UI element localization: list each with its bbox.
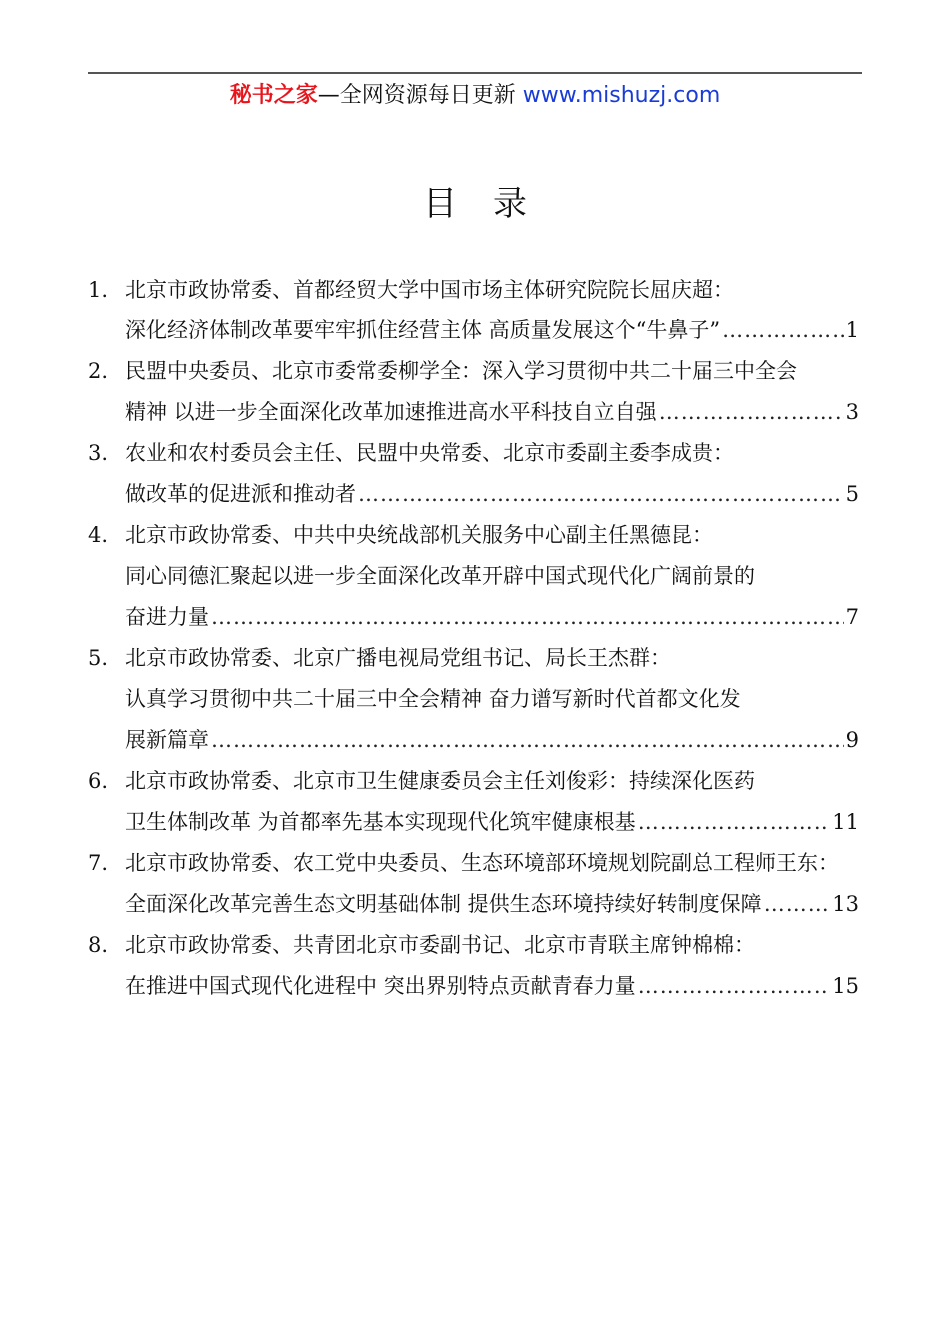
toc-entry-number: 6. <box>88 769 109 793</box>
header-tagline: —全网资源每日更新 <box>317 83 523 108</box>
toc-page-number: 3 <box>845 400 859 424</box>
toc-entry-title: 精神 以进一步全面深化改革加速推进高水平科技自立自强 <box>125 400 657 424</box>
toc-entry-title: 认真学习贯彻中共二十届三中全会精神 奋力谱写新时代首都文化发 <box>125 687 741 711</box>
toc-page-number: 15 <box>832 974 859 998</box>
toc-entry-title: 展新篇章 <box>125 728 209 752</box>
toc-entry-heading: 北京市政协常委、北京市卫生健康委员会主任刘俊彩：持续深化医药 <box>125 769 755 793</box>
toc-page-number: 9 <box>845 728 859 752</box>
toc-entry-number: 2. <box>88 359 109 383</box>
toc-page-number: 5 <box>845 482 859 506</box>
toc-page-number: 7 <box>845 605 859 629</box>
toc-entry-title: 在推进中国式现代化进程中 突出界别特点贡献青春力量 <box>125 974 636 998</box>
toc-entry-number: 3. <box>88 441 109 465</box>
toc-entry-title: 同心同德汇聚起以进一步全面深化改革开辟中国式现代化广阔前景的 <box>125 564 755 588</box>
toc-entry-heading: 农业和农村委员会主任、民盟中央常委、北京市委副主委李成贵： <box>125 441 734 465</box>
toc-entry-number: 4. <box>88 523 109 547</box>
toc-entry-number: 8. <box>88 933 109 957</box>
page-header <box>0 80 950 112</box>
toc-entry-heading: 北京市政协常委、农工党中央委员、生态环境部环境规划院副总工程师王东： <box>125 851 839 875</box>
toc-entry-title: 奋进力量 <box>125 605 209 629</box>
header-rule <box>88 72 862 74</box>
toc-entry-heading: 北京市政协常委、共青团北京市委副书记、北京市青联主席钟棉棉： <box>125 933 755 957</box>
toc-page-number: 1 <box>845 318 859 342</box>
toc-entry-title: 卫生体制改革 为首都率先基本实现现代化筑牢健康根基 <box>125 810 636 834</box>
dot-leader <box>764 884 831 924</box>
toc-page-number: 11 <box>832 810 859 834</box>
toc-entry-title: 做改革的促进派和推动者 <box>125 482 356 506</box>
toc-entry-number: 5. <box>88 646 109 670</box>
toc-entry-heading: 北京市政协常委、中共中央统战部机关服务中心副主任黑德昆： <box>125 523 713 547</box>
toc-entry-title: 深化经济体制改革要牢牢抓住经营主体 高质量发展这个“牛鼻子” <box>125 318 721 342</box>
toc-entry-number: 7. <box>88 851 109 875</box>
dot-leader <box>722 310 843 350</box>
toc-entry-heading: 民盟中央委员、北京市委常委柳学全：深入学习贯彻中共二十届三中全会 <box>125 359 797 383</box>
header-brand: 秘书之家 <box>229 83 318 108</box>
dot-leader <box>211 597 844 637</box>
dot-leader <box>659 392 844 432</box>
toc-entry-heading: 北京市政协常委、首都经贸大学中国市场主体研究院院长屈庆超： <box>125 278 734 302</box>
dot-leader <box>358 474 844 514</box>
toc-page-number: 13 <box>832 892 859 916</box>
header-site-link[interactable]: www.mishuzj.com <box>522 83 721 108</box>
toc-entry-heading: 北京市政协常委、北京广播电视局党组书记、局长王杰群： <box>125 646 671 670</box>
dot-leader <box>638 802 831 842</box>
dot-leader <box>638 966 831 1006</box>
toc-entry-title: 全面深化改革完善生态文明基础体制 提供生态环境持续好转制度保障 <box>125 892 762 916</box>
page-title: 目录 <box>423 184 563 224</box>
dot-leader <box>211 720 844 760</box>
toc-entry-number: 1. <box>88 278 109 302</box>
